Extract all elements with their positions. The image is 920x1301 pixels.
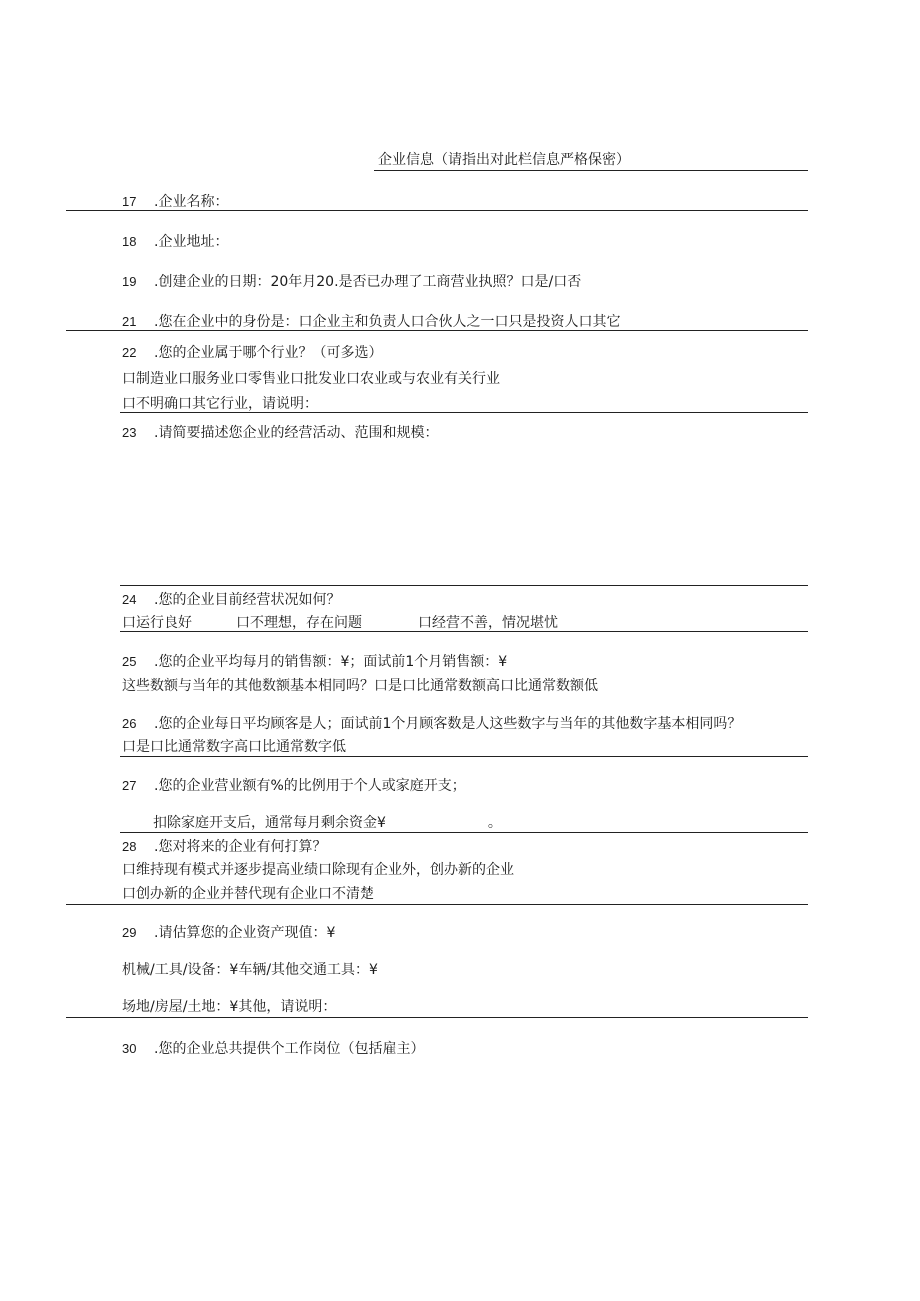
status-option-bad: 口经营不善，情况堪忧 [418,615,558,631]
question-28 [122,838,326,856]
section-title: 企业信息（请指出对此栏信息严格保密） [378,152,630,168]
question-text: .您的企业总共提供个工作岗位（包括雇主） [154,1041,425,1057]
question-29 [122,924,335,942]
answer-line [66,210,808,211]
customer-comparison: 口是口比通常数字高口比通常数字低 [122,739,346,755]
answer-line [120,631,808,632]
answer-line [120,756,808,757]
question-number: 24 [122,592,137,607]
question-19 [122,273,581,291]
answer-line [120,585,808,586]
remaining-funds [153,814,516,832]
question-text: .您在企业中的身份是：口企业主和负责人口合伙人之一口只是投资人口其它 [154,314,621,330]
industry-options: 口制造业口服务业口零售业口批发业口农业或与农业有关行业 [122,371,500,387]
question-17 [122,193,228,211]
question-22 [122,344,382,362]
question-number: 28 [122,839,137,854]
industry-other: 口不明确口其它行业，请说明： [122,396,318,412]
answer-line [66,330,808,331]
question-number: 25 [122,654,137,669]
question-number: 17 [122,194,137,209]
question-text: .您的企业平均每月的销售额：¥；面试前1个月销售额：¥ [154,654,508,670]
question-30 [122,1040,424,1058]
status-option-problem: 口不理想，存在问题 [236,615,362,631]
sales-comparison: 这些数额与当年的其他数额基本相同吗？口是口比通常数额高口比通常数额低 [122,678,598,694]
question-number: 22 [122,345,137,360]
title-rule [374,170,808,171]
remaining-funds-end: 。 [487,815,502,831]
question-text: .企业名称： [154,194,229,210]
question-27 [122,777,466,795]
question-25 [122,653,507,671]
question-number: 30 [122,1041,137,1056]
status-option-good: 口运行良好 [122,615,192,631]
answer-line [120,412,808,413]
question-number: 18 [122,234,137,249]
plan-options-1: 口维持现有模式并逐步提高业绩口除现有企业外，创办新的企业 [122,862,514,878]
question-text: .创建企业的日期：20年月20.是否已办理了工商营业执照？口是/口否 [154,274,582,290]
answer-line [120,832,808,833]
question-text: .您的企业目前经营状况如何？ [154,592,341,608]
question-26 [122,715,741,733]
answer-line [66,904,808,905]
question-text: .您的企业属于哪个行业？（可多选） [154,345,383,361]
question-text: .您的企业营业额有%的比例用于个人或家庭开支； [154,778,466,794]
question-number: 27 [122,778,137,793]
question-text: .请简要描述您企业的经营活动、范围和规模： [154,425,439,441]
plan-options-2: 口创办新的企业并替代现有企业口不清楚 [122,886,374,902]
question-number: 29 [122,925,137,940]
question-23 [122,424,438,442]
asset-machinery: 机械/工具/设备：¥车辆/其他交通工具：¥ [122,962,378,978]
question-21 [122,313,620,331]
question-number: 21 [122,314,137,329]
remaining-funds-label: 扣除家庭开支后，通常每月剩余资金¥ [153,815,386,831]
asset-property: 场地/房屋/土地：¥其他，请说明： [122,999,337,1015]
question-18 [122,233,228,251]
question-number: 19 [122,274,137,289]
question-text: .请估算您的企业资产现值：¥ [154,925,336,941]
answer-line [66,1017,808,1018]
question-24 [122,591,340,609]
question-number: 26 [122,716,137,731]
question-number: 23 [122,425,137,440]
question-text: .您对将来的企业有何打算？ [154,839,327,855]
question-text: .您的企业每日平均顾客是人；面试前1个月顾客数是人这些数字与当年的其他数字基本相同吗？ [154,716,742,732]
question-text: .企业地址： [154,234,229,250]
